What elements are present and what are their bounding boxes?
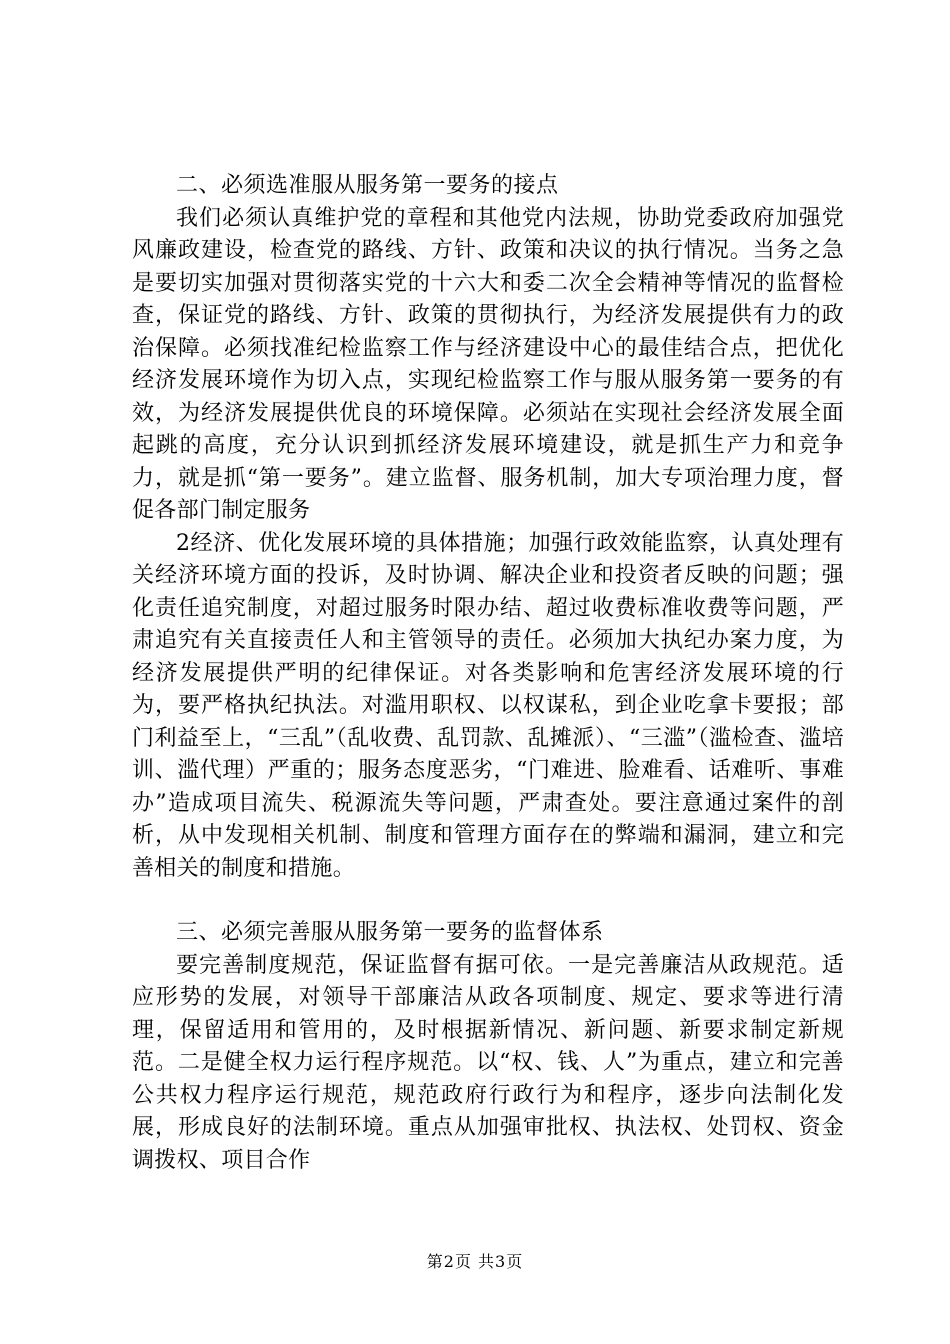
section-2-paragraph-1: 我们必须认真维护党的章程和其他党内法规，协助党委政府加强党风廉政建设，检查党的路线、方针、政策和决议的执行情况。当务之急是要切实加强对贯彻落实党的十六大和委二次全会精神等情况的监督检查，保证党的路线、方针、政策的贯彻执行，为经济发展提供有力的政治保障。必须找准纪检监察工作与经济建设中心的最佳结合点，把优化经济发展环境作为切入点，实现纪检监察工作与服从服务第一要务的有效，为经济发展提供优良的环境保障。必须站在实现社会经济发展全面起跳的高度，充分认识到抓经济发展环境建设，就是抓生产力和竞争力，就是抓“第一要务”。建立监督、服务机制，加大专项治理力度，督促各部门制定服务 [132,205,844,523]
document-body [132,170,844,1177]
section-spacer [132,885,844,917]
section-3-heading: 三、必须完善服从服务第一要务的监督体系 [176,920,604,945]
page-number-footer: 第2页 共3页 [426,1252,524,1271]
section-2-heading: 二、必须选准服从服务第一要务的接点 [176,173,559,198]
section-3-paragraph-1: 要完善制度规范，保证监督有据可依。一是完善廉洁从政规范。适应形势的发展，对领导干部廉洁从政各项制度、规定、要求等进行清理，保留适用和管用的，及时根据新情况、新问题、新要求制定新规范。二是健全权力运行程序规范。以“权、钱、人”为重点，建立和完善公共权力程序运行规范，规范政府行政行为和程序，逐步向法制化发展，形成良好的法制环境。重点从加强审批权、执法权、处罚权、资金调拨权、项目合作 [132,952,844,1173]
section-2-paragraph-2: 2经济、优化发展环境的具体措施；加强行政效能监察，认真处理有关经济环境方面的投诉，及时协调、解决企业和投资者反映的问题；强化责任追究制度，对超过服务时限办结、超过收费标准收费等问题，严肃追究有关直接责任人和主管领导的责任。必须加大执纪办案力度，为经济发展提供严明的纪律保证。对各类影响和危害经济发展环境的行为，要严格执纪执法。对滥用职权、以权谋私，到企业吃拿卡要报；部门利益至上，“三乱”（乱收费、乱罚款、乱摊派）、“三滥”（滥检查、滥培训、滥代理）严重的；服务态度恶劣，“门难进、脸难看、话难听、事难办”造成项目流失、税源流失等问题，严肃查处。要注意通过案件的剖析，从中发现相关机制、制度和管理方面存在的弊端和漏洞，建立和完善相关的制度和措施。 [132,530,844,881]
